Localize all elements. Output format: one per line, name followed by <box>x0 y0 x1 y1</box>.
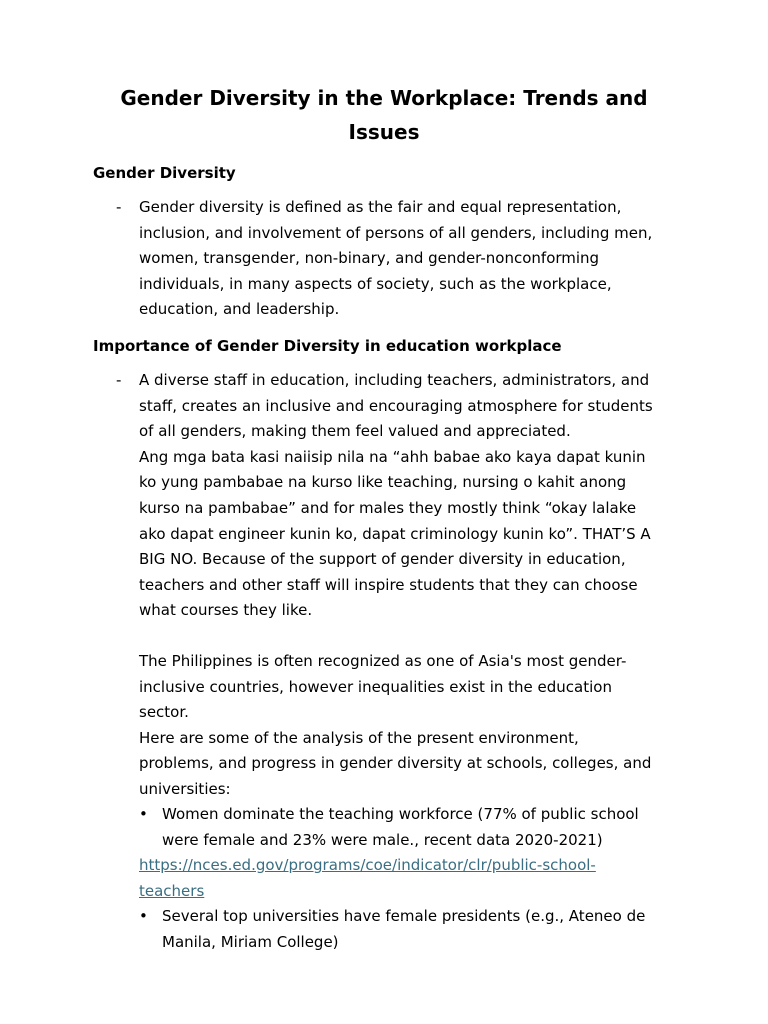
bullet-item-teaching-workforce <box>162 802 682 853</box>
text-line: sector. <box>139 703 189 722</box>
title-line: Issues <box>348 120 420 144</box>
text-line: inclusion, and involvement of persons of all genders, including men, <box>139 223 653 242</box>
text-line: ko yung pambabae na kurso like teaching, nursing o kahit anong <box>139 473 627 492</box>
text-line: Here are some of the analysis of the present environment, <box>139 728 579 747</box>
text-line: problems, and progress in gender diversity at schools, colleges, and <box>139 754 652 773</box>
text-line: women, transgender, non-binary, and gender-nonconforming <box>139 249 600 268</box>
text-line: A diverse staff in education, including teachers, administrators, and <box>139 371 650 389</box>
title-line: Gender Diversity in the Workplace: Trends and <box>120 86 648 110</box>
text-line: ako dapat engineer kunin ko, dapat criminology kunin ko”. THAT’S A <box>139 524 651 543</box>
bullet-item-female-presidents <box>162 904 682 955</box>
text-line: Gender diversity is defined as the fair and equal representation, <box>139 198 622 216</box>
text-line: what courses they like. <box>139 601 313 620</box>
text-line: education, and leadership. <box>139 300 340 319</box>
text-line: universities: <box>139 779 231 798</box>
text-line: Manila, Miriam College) <box>162 932 339 951</box>
text-line: Women dominate the teaching workforce (77% of public school <box>162 805 639 823</box>
text-line: Several top universities have female presidents (e.g., Ateneo de <box>162 907 646 925</box>
bullet-marker: • <box>139 805 148 823</box>
text-line: The Philippines is often recognized as one of Asia's most gender- <box>139 652 627 670</box>
text-line: kurso na pambabae” and for males they mostly think “okay lalake <box>139 498 637 517</box>
text-line: teachers and other staff will inspire students that they can choose <box>139 575 638 594</box>
text-line: were female and 23% were male., recent data 2020-2021) <box>162 830 603 849</box>
text-line: staff, creates an inclusive and encouraging atmosphere for students <box>139 396 653 415</box>
text-line: BIG NO. Because of the support of gender diversity in education, <box>139 550 626 569</box>
text-line: Ang mga bata kasi naiisip nila na “ahh babae ako kaya dapat kunin <box>139 447 646 466</box>
text-line: of all genders, making them feel valued and appreciated. <box>139 422 571 441</box>
text-line: individuals, in many aspects of society, such as the workplace, <box>139 274 612 293</box>
philippines-paragraph <box>139 649 679 803</box>
section-heading-importance: Importance of Gender Diversity in education workplace <box>93 337 562 355</box>
bullet-marker: • <box>139 907 148 925</box>
document-title <box>93 81 675 149</box>
text-line: inclusive countries, however inequalities exist in the education <box>139 677 612 696</box>
definition-paragraph <box>139 195 679 323</box>
nces-source-link[interactable] <box>139 853 596 904</box>
dash-marker: - <box>116 371 122 389</box>
section-heading-gender-diversity: Gender Diversity <box>93 164 236 182</box>
link-line[interactable]: teachers <box>139 881 205 900</box>
importance-paragraph <box>139 368 679 624</box>
dash-marker: - <box>116 198 122 216</box>
link-line[interactable]: https://nces.ed.gov/programs/coe/indicator/clr/public-school- <box>139 856 596 874</box>
